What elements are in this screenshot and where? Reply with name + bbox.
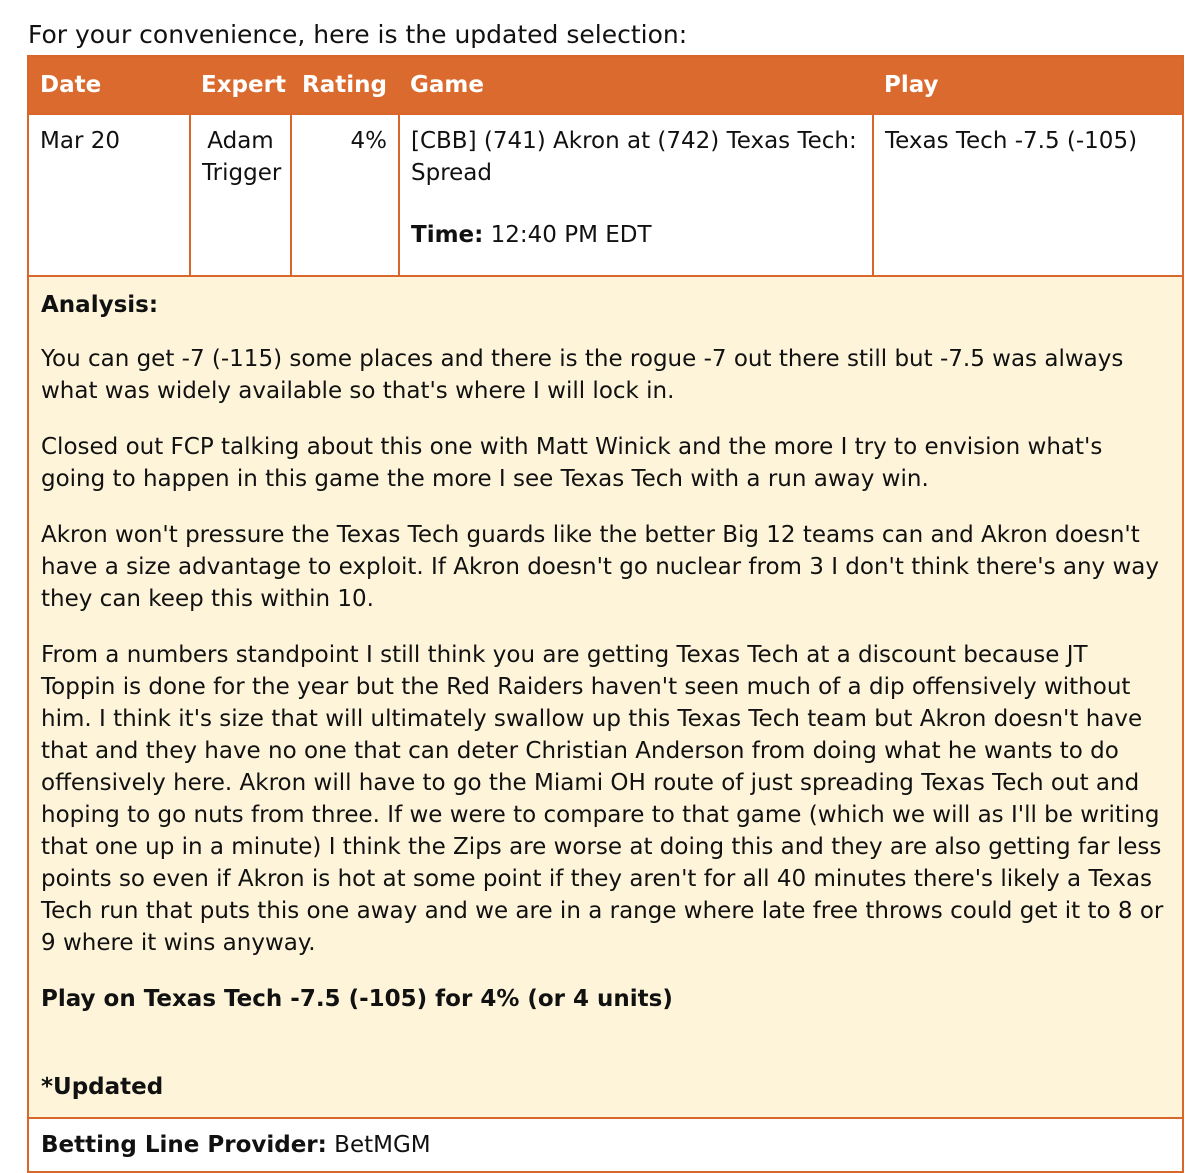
game-title: [CBB] (741) Akron at (742) Texas Tech: Spread <box>411 128 857 186</box>
game-time <box>411 219 861 251</box>
analysis-paragraph: Akron won't pressure the Texas Tech guards like the better Big 12 teams can and Akron doesn't have a size advantage to exploit. If Akron doesn't go nuclear from 3 I don't think there's any way they can keep this within 10. <box>41 522 1159 612</box>
intro-text: For your convenience, here is the updated selection: <box>28 20 688 49</box>
analysis-heading: Analysis: <box>41 292 159 318</box>
cell-game <box>399 114 873 276</box>
provider-value: BetMGM <box>334 1132 431 1158</box>
table-row <box>28 114 1183 276</box>
cell-play: Texas Tech -7.5 (-105) <box>873 114 1183 276</box>
analysis-section <box>28 276 1183 1118</box>
expert-last-name: Trigger <box>202 160 282 186</box>
selection-table <box>27 55 1184 1173</box>
header-game: Game <box>399 56 873 114</box>
expert-first-name: Adam <box>207 128 274 154</box>
header-play: Play <box>873 56 1183 114</box>
header-rating: Rating <box>291 56 399 114</box>
analysis-paragraph: You can get -7 (-115) some places and there is the rogue -7 out there still but -7.5 was always what was widely available so that's where I will lock in. <box>41 346 1124 404</box>
header-expert: Expert <box>190 56 291 114</box>
header-date: Date <box>28 56 190 114</box>
time-label: Time: <box>411 222 484 248</box>
cell-rating: 4% <box>291 114 399 276</box>
play-recommendation: Play on Texas Tech -7.5 (-105) for 4% (or 4 units) <box>41 986 673 1012</box>
provider-label: Betting Line Provider: <box>41 1132 327 1158</box>
cell-date: Mar 20 <box>28 114 190 276</box>
cell-expert <box>190 114 291 276</box>
time-value: 12:40 PM EDT <box>490 222 652 248</box>
table-header <box>28 56 1183 114</box>
provider-row <box>28 1118 1183 1172</box>
analysis-paragraph: From a numbers standpoint I still think you are getting Texas Tech at a discount because JT Toppin is done for the year but the Red Raiders haven't seen much of a dip offensively without him. I think it's size that will ultimately swallow up this Texas Tech team but Akron doesn't have that and they have no one that can deter Christian Anderson from doing what he wants to do offensively here. Akron will have to go the Miami OH route of just spreading Texas Tech out and hoping to go nuts from three. If we were to compare to that game (which we will as I'll be writing that one up in a minute) I think the Zips are worse at doing this and they are also getting far less points so even if Akron is hot at some point if they aren't for all 40 minutes there's likely a Texas Tech run that puts this one away and we are in a range where late free throws could get it to 8 or 9 where it wins anyway. <box>41 642 1164 956</box>
analysis-paragraph: Closed out FCP talking about this one with Matt Winick and the more I try to envision what's going to happen in this game the more I see Texas Tech with a run away win. <box>41 434 1103 492</box>
updated-note: *Updated <box>41 1074 164 1100</box>
